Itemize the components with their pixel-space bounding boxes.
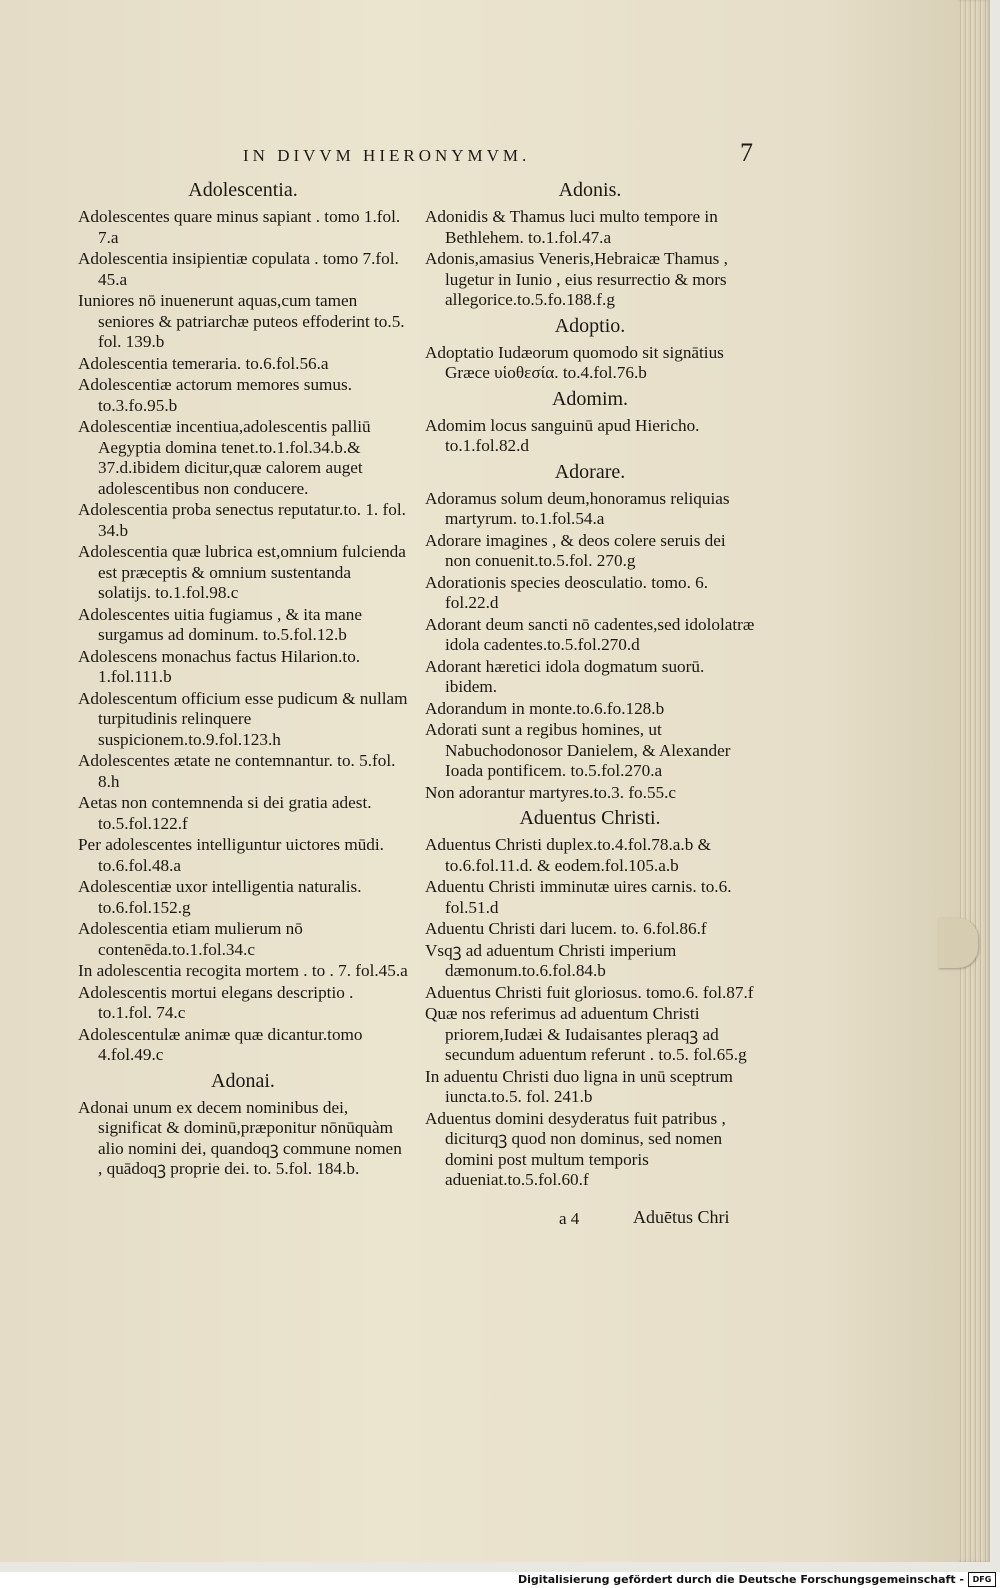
index-entry: Adonidis & Thamus luci multo tempore in Bethlehem. to.1.fol.47.a — [425, 207, 718, 247]
index-entry: Aduentus Christi fuit gloriosus. tomo.6. fol.87.f — [425, 982, 754, 1002]
index-entry: Aduentu Christi dari lucem. to. 6.fol.86.f — [425, 919, 707, 938]
index-entry: Adorare imagines , & deos colere seruis dei non conuenit.to.5.fol. 270.g — [425, 530, 726, 570]
index-entry: Adolescentia insipientiæ copulata . tomo 7.fol. 45.a — [78, 249, 399, 289]
index-entry: Adoptatio Iudæorum quomodo sit signātius Græce υἱοθεσία. to.4.fol.76.b — [425, 342, 724, 382]
page-edge-stack — [958, 0, 990, 1562]
index-entry: Adorati sunt a regibus homines, ut Nabuchodonosor Danielem, & Alexander Ioada pontificem. to.5.fol.270.a — [425, 720, 731, 780]
index-entry: Adolescentes uitia fugiamus , & ita mane surgamus ad dominum. to.5.fol.12.b — [78, 604, 362, 644]
section-heading: Adonis. — [558, 179, 622, 201]
section-heading: Adomim. — [551, 387, 629, 410]
index-entry: Adonai unum ex decem nominibus dei, significat & dominū,præponitur nōnūquàm alio nomini dei, quandoqꝫ commune nomen , quādoqꝫ proprie dei. to. 5.fol. 184.b. — [78, 1097, 402, 1178]
section-heading: Adorare. — [554, 460, 626, 483]
index-entry: Vsqꝫ ad aduentum Christi imperium dæmonum.to.6.fol.84.b — [425, 940, 677, 980]
section-heading: Adoptio. — [554, 314, 626, 337]
index-entry: Quæ nos referimus ad aduentum Christi priorem,Iudæi & Iudaisantes pleraqꝫ ad secundum aduentum referunt . to.5. fol.65.g — [425, 1004, 747, 1064]
index-entry: Per adolescentes intelliguntur uictores mūdi. to.6.fol.48.a — [78, 835, 384, 875]
index-entry: Adolescentia proba senectus reputatur.to. 1. fol. 34.b — [78, 500, 406, 540]
index-entry: Aduentus Christi duplex.to.4.fol.78.a.b & to.6.fol.11.d. & eodem.fol.105.a.b — [425, 835, 711, 875]
index-entry: In adolescentia recogita mortem . to . 7. fol.45.a — [78, 961, 408, 980]
index-entry: Adolescentum officium esse pudicum & nullam turpitudinis relinquere suspicionem.to.9.fol.123.h — [78, 688, 408, 749]
index-entry: Adoramus solum deum,honoramus reliquias martyrum. to.1.fol.54.a — [425, 488, 730, 528]
index-entry: Adomim locus sanguinū apud Hiericho. to.1.fol.82.d — [425, 415, 700, 455]
index-entry: Non adorantur martyres.to.3. fo.55.c — [425, 782, 677, 802]
index-entry: Adolescentes ætate ne contemnantur. to. 5.fol. 8.h — [78, 751, 396, 791]
index-entry: Aduentu Christi imminutæ uires carnis. to.6. fol.51.d — [425, 877, 732, 917]
index-entry: Adolescentia temeraria. to.6.fol.56.a — [78, 353, 329, 373]
index-entry: Adolescentes quare minus sapiant . tomo 1.fol. 7.a — [78, 207, 401, 247]
catchword: Aduētus Chri — [633, 1207, 730, 1227]
right-column — [425, 175, 755, 1192]
index-entry: Adorandum in monte.to.6.fo.128.b — [425, 698, 665, 718]
index-entry: Aetas non contemnenda si dei gratia adest. to.5.fol.122.f — [78, 793, 372, 833]
index-entry: Adorant deum sancti nō cadentes,sed idololatræ idola cadentes.to.5.fol.270.d — [425, 614, 755, 654]
left-column — [78, 175, 408, 1181]
index-entry: Adolescentulæ animæ quæ dicantur.tomo 4.fol.49.c — [78, 1024, 363, 1064]
index-entry: Adolescentis mortui elegans descriptio . to.1.fol. 74.c — [78, 982, 354, 1022]
index-entry: Adolescentia etiam mulierum nō contenēda.to.1.fol.34.c — [78, 919, 303, 959]
section-heading: Adolescentia. — [188, 179, 298, 201]
index-entry: Adonis,amasius Veneris,Hebraicæ Thamus , lugetur in Iunio , eius resurrectio & mors allegorice.to.5.fo.188.f.g — [425, 249, 728, 309]
funding-credit: Digitalisierung gefördert durch die Deutsche Forschungsgemeinschaft - — [517, 1573, 964, 1586]
index-entry: Aduentus domini desyderatus fuit patribus , diciturqꝫ quod non dominus, sed nomen domini post multum temporis adueniat.to.5.fol.60.f — [425, 1108, 726, 1189]
page-number: 7 — [740, 138, 753, 167]
signature-mark: a 4 — [559, 1209, 580, 1228]
index-entry: Adolescentia quæ lubrica est,omnium fulcienda est præceptis & omnium sustentanda solatijs. to.1.fol.98.c — [78, 542, 406, 602]
index-entry: Adolescentiæ uxor intelligentia naturalis. to.6.fol.152.g — [78, 877, 362, 917]
bookmark-tab — [938, 918, 978, 968]
running-title: IN DIVVM HIERONYMVM. — [243, 146, 531, 165]
index-entry: Adolescentiæ incentiua,adolescentis palliū Aegyptia domina tenet.to.1.fol.34.b.& 37.d.ibidem dicitur,quæ calorem auget adolescentibus non conducere. — [78, 417, 371, 498]
section-heading: Adonai. — [211, 1069, 275, 1092]
index-entry: Adorant hæretici idola dogmatum suorū. ibidem. — [425, 656, 705, 696]
index-entry: Adolescentiæ actorum memores sumus. to.3.fo.95.b — [78, 375, 352, 415]
index-entry: Adorationis species deosculatio. tomo. 6. fol.22.d — [425, 572, 709, 612]
index-entry: Adolescens monachus factus Hilarion.to. 1.fol.111.b — [78, 646, 361, 686]
dfg-logo: DFG — [968, 1572, 996, 1587]
index-entry: Iuniores nō inuenerunt aquas,cum tamen seniores & patriarchæ puteos effoderint to.5. fol. 139.b — [78, 291, 405, 351]
index-entry: In aduentu Christi duo ligna in unū sceptrum iuncta.to.5. fol. 241.b — [425, 1066, 733, 1106]
section-heading: Aduentus Christi. — [519, 807, 661, 829]
